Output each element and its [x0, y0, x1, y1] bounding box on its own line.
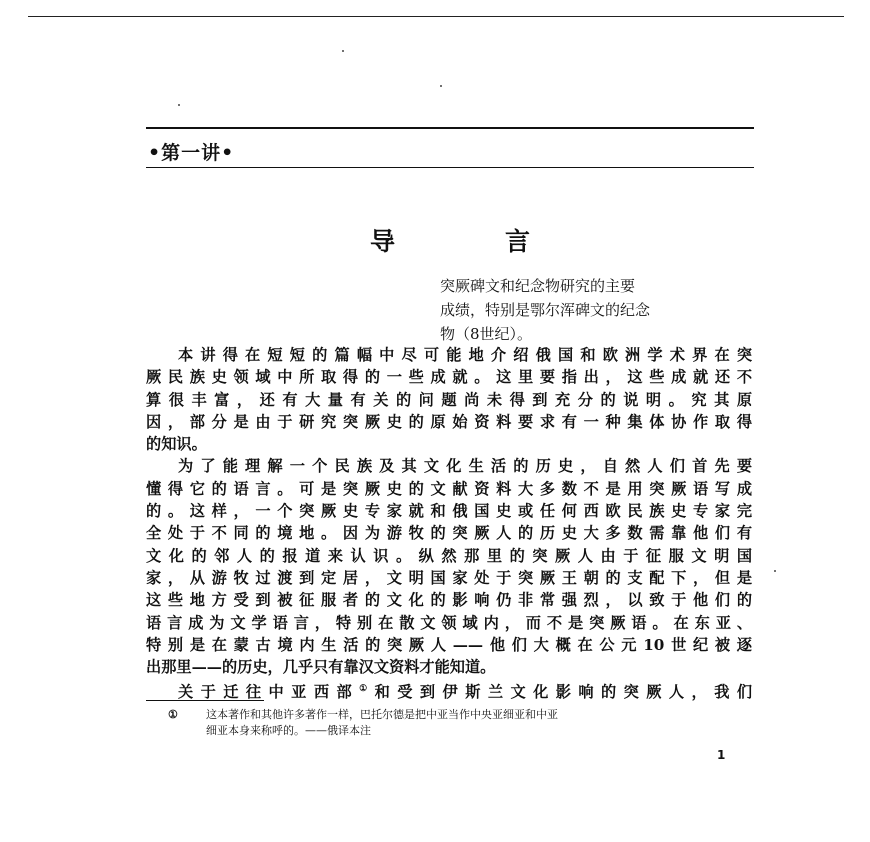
- scan-speck: [342, 50, 344, 52]
- body-line: 懂得它的语言。可是突厥史的文献资料大多数不是用突厥语写成: [146, 479, 752, 498]
- page-top-rule: [28, 16, 844, 17]
- chapter-title-char: 言: [504, 227, 530, 256]
- epigraph-line: 突厥碑文和纪念物研究的主要: [440, 277, 636, 295]
- body-line: 的。这样，一个突厥史专家就和俄国史或任何西欧民族史专家完: [146, 502, 752, 521]
- body-line: 为了能理解一个民族及其文化生活的历史，自然人们首先要: [178, 457, 752, 476]
- footnote-mark: ①: [168, 708, 178, 721]
- body-line: 因，部分是由于研究突厥史的原始资料要求有一种集体协作取得: [146, 412, 752, 431]
- chapter-title-char: 导: [370, 227, 396, 256]
- body-text: [146, 344, 752, 704]
- body-line: 出那里——的历史，几乎只有靠汉文资料才能知道。: [146, 658, 496, 677]
- lecture-rule-bottom: [146, 167, 754, 168]
- body-line: 全处于不同的境地。因为游牧的突厥人的历史大多数需靠他们有: [146, 524, 752, 543]
- footnote-separator: [146, 700, 264, 701]
- body-line: 家，从游牧过渡到定居，文明国家处于突厥王朝的支配下，但是: [146, 568, 752, 587]
- footnote-line: 这本著作和其他许多著作一样，巴托尔德是把中亚当作中央亚细亚和中亚: [206, 708, 558, 721]
- epigraph: [440, 274, 750, 346]
- body-line: 本讲得在短短的篇幅中尽可能地介绍俄国和欧洲学术界在突: [178, 346, 752, 364]
- scan-speck: [774, 570, 776, 572]
- epigraph-line: 物（8世纪）。: [440, 325, 533, 343]
- body-line: 语言成为文学语言，特别在散文领域内，而不是突厥语。在东亚、: [146, 613, 752, 632]
- footnote: [168, 707, 732, 739]
- body-line-text: 关于迁往中亚西部: [178, 683, 360, 702]
- paragraph-2: [146, 455, 752, 678]
- body-line: 的知识。: [146, 435, 207, 454]
- lecture-label: •第一讲•: [148, 142, 235, 164]
- body-line-text: 和受到伊斯兰文化影响的突厥人，我们: [374, 683, 753, 702]
- chapter-title: [370, 222, 530, 258]
- paragraph-1: [146, 344, 752, 455]
- page-number: 1: [717, 748, 726, 762]
- footnote-line: 细亚本身来称呼的。——俄译本注: [206, 724, 371, 737]
- lecture-rule-top: [146, 127, 754, 129]
- body-line: 特别是在蒙古境内生活的突厥人——他们大概在公元10世纪被逐: [146, 635, 752, 654]
- scan-speck: [178, 104, 180, 106]
- footnote-reference[interactable]: ①: [359, 684, 375, 695]
- body-line: 文化的邻人的报道来认识。纵然那里的突厥人由于征服文明国: [146, 546, 752, 565]
- body-line: 算很丰富，还有大量有关的问题尚未得到充分的说明。究其原: [146, 390, 752, 409]
- epigraph-line: 成绩，特别是鄂尔浑碑文的纪念: [440, 301, 651, 319]
- scan-speck: [440, 85, 442, 87]
- body-line: 厥民族史领域中所取得的一些成就。这里要指出，这些成就还不: [146, 368, 752, 387]
- body-line: 这些地方受到被征服者的文化的影响仍非常强烈，以致于他们的: [146, 591, 752, 610]
